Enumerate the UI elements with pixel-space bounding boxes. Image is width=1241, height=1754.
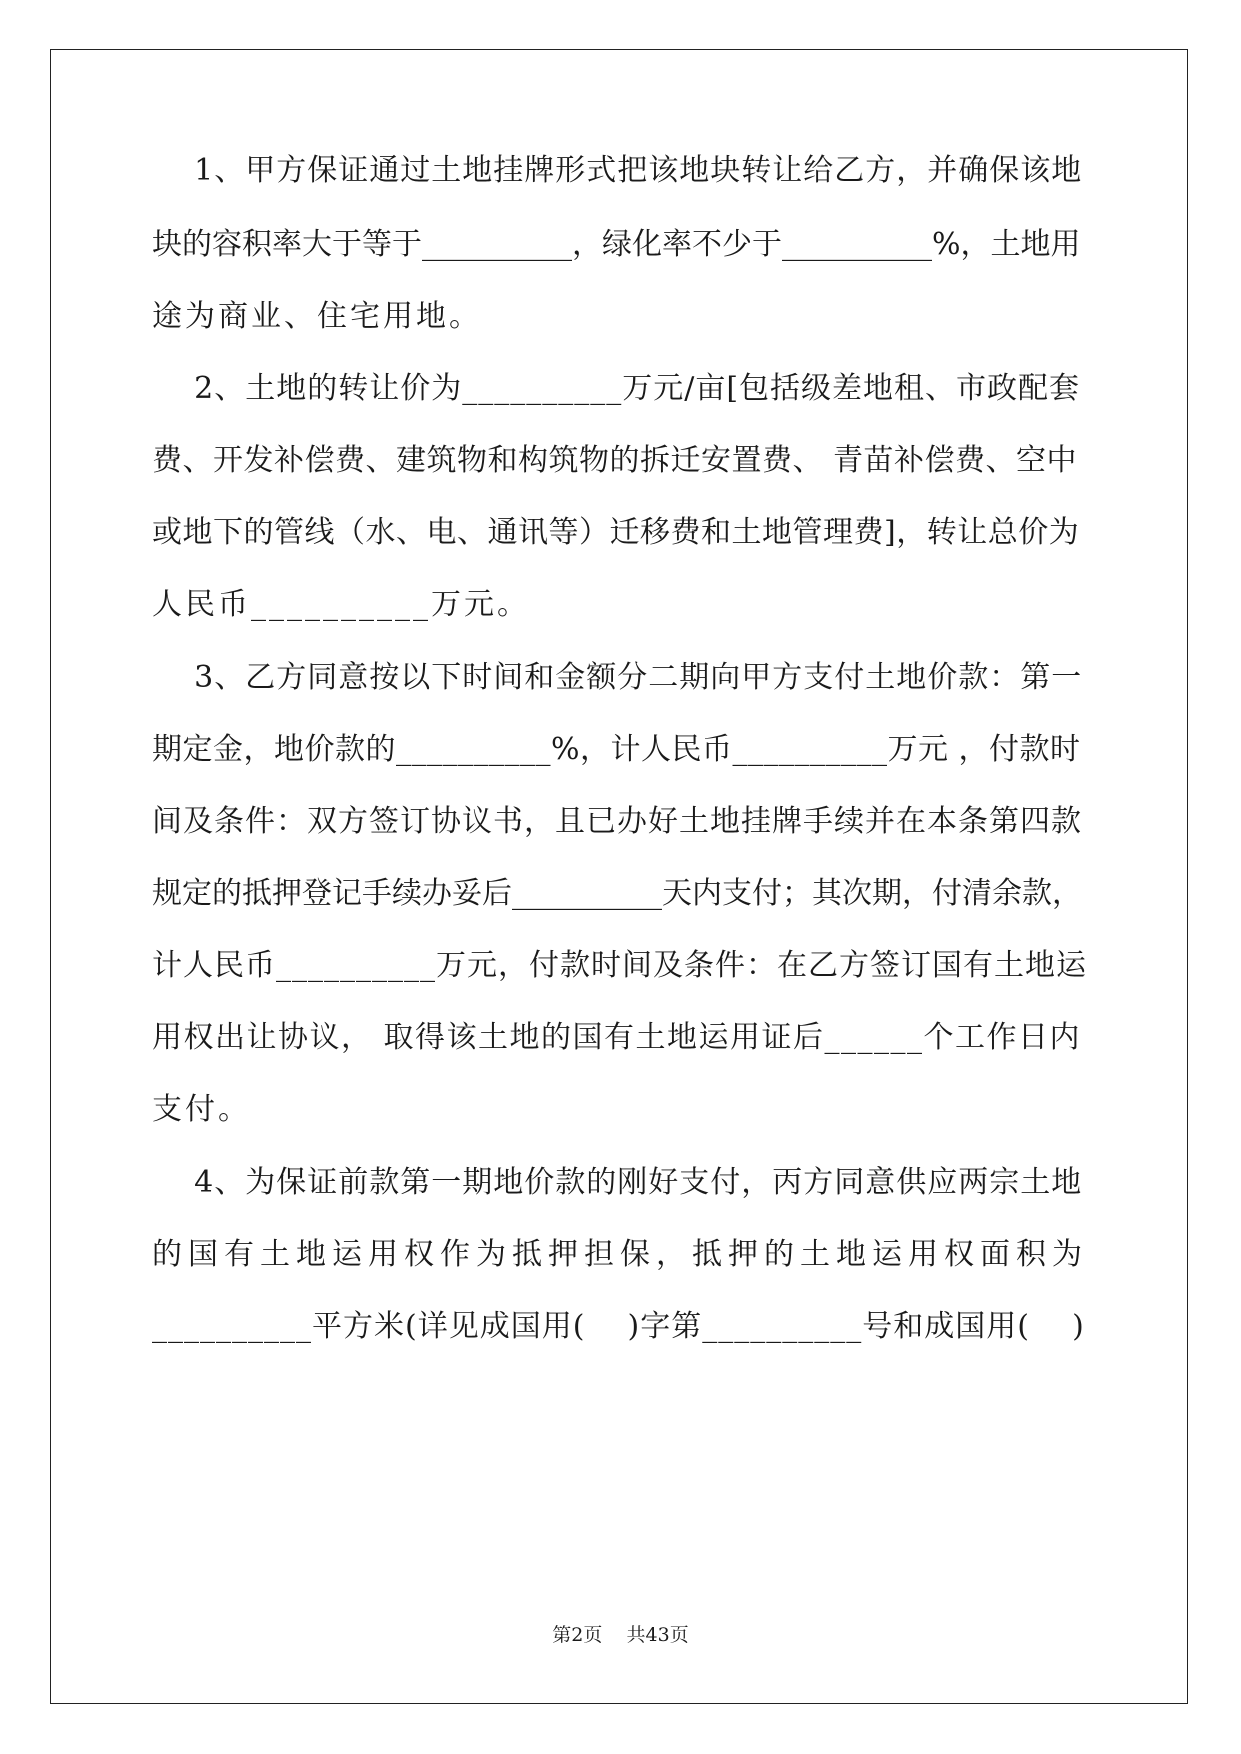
text-line: 费、开发补偿费、建筑物和构筑物的拆迁安置费、 青苗补偿费、空中 [152, 443, 1078, 478]
text-line: __________平方米(详见成国用( )字第__________号和成国用( ) [152, 1309, 1085, 1344]
text-line: 计人民币__________万元，付款时间及条件：在乙方签订国有土地运 [152, 948, 1087, 983]
text-line: 1、甲方保证通过土地挂牌形式把该地块转让给乙方，并确保该地 [152, 153, 1083, 188]
text-line: 支付。 [152, 1092, 251, 1127]
text-line: 用权出让协议， 取得该土地的国有土地运用证后______个工作日内 [152, 1020, 1082, 1055]
text-line: 规定的抵押登记手续办妥后__________天内支付；其次期，付清余款， [152, 876, 1082, 911]
text-line: 块的容积率大于等于__________，绿化率不少于__________%，土地用 [152, 227, 1081, 262]
text-line: 途为商业、住宅用地。 [152, 299, 482, 334]
page-footer: 第2页 共43页 [552, 1624, 689, 1646]
text-line: 的国有土地运用权作为抵押担保，抵押的土地运用权面积为 [152, 1237, 1088, 1272]
text-line: 2、土地的转让价为__________万元/亩[包括级差地租、市政配套 [152, 371, 1081, 406]
text-line: 间及条件：双方签订协议书，且已办好土地挂牌手续并在本条第四款 [152, 804, 1082, 839]
text-line: 或地下的管线（水、电、通讯等）迁移费和土地管理费]，转让总价为 [152, 515, 1080, 550]
text-line: 人民币__________万元。 [152, 587, 530, 622]
text-line: 期定金，地价款的__________%，计人民币__________万元 ，付款时 [152, 732, 1081, 767]
text-line: 4、为保证前款第一期地价款的刚好支付，丙方同意供应两宗土地 [152, 1165, 1083, 1200]
text-line: 3、乙方同意按以下时间和金额分二期向甲方支付土地价款：第一 [152, 660, 1083, 695]
